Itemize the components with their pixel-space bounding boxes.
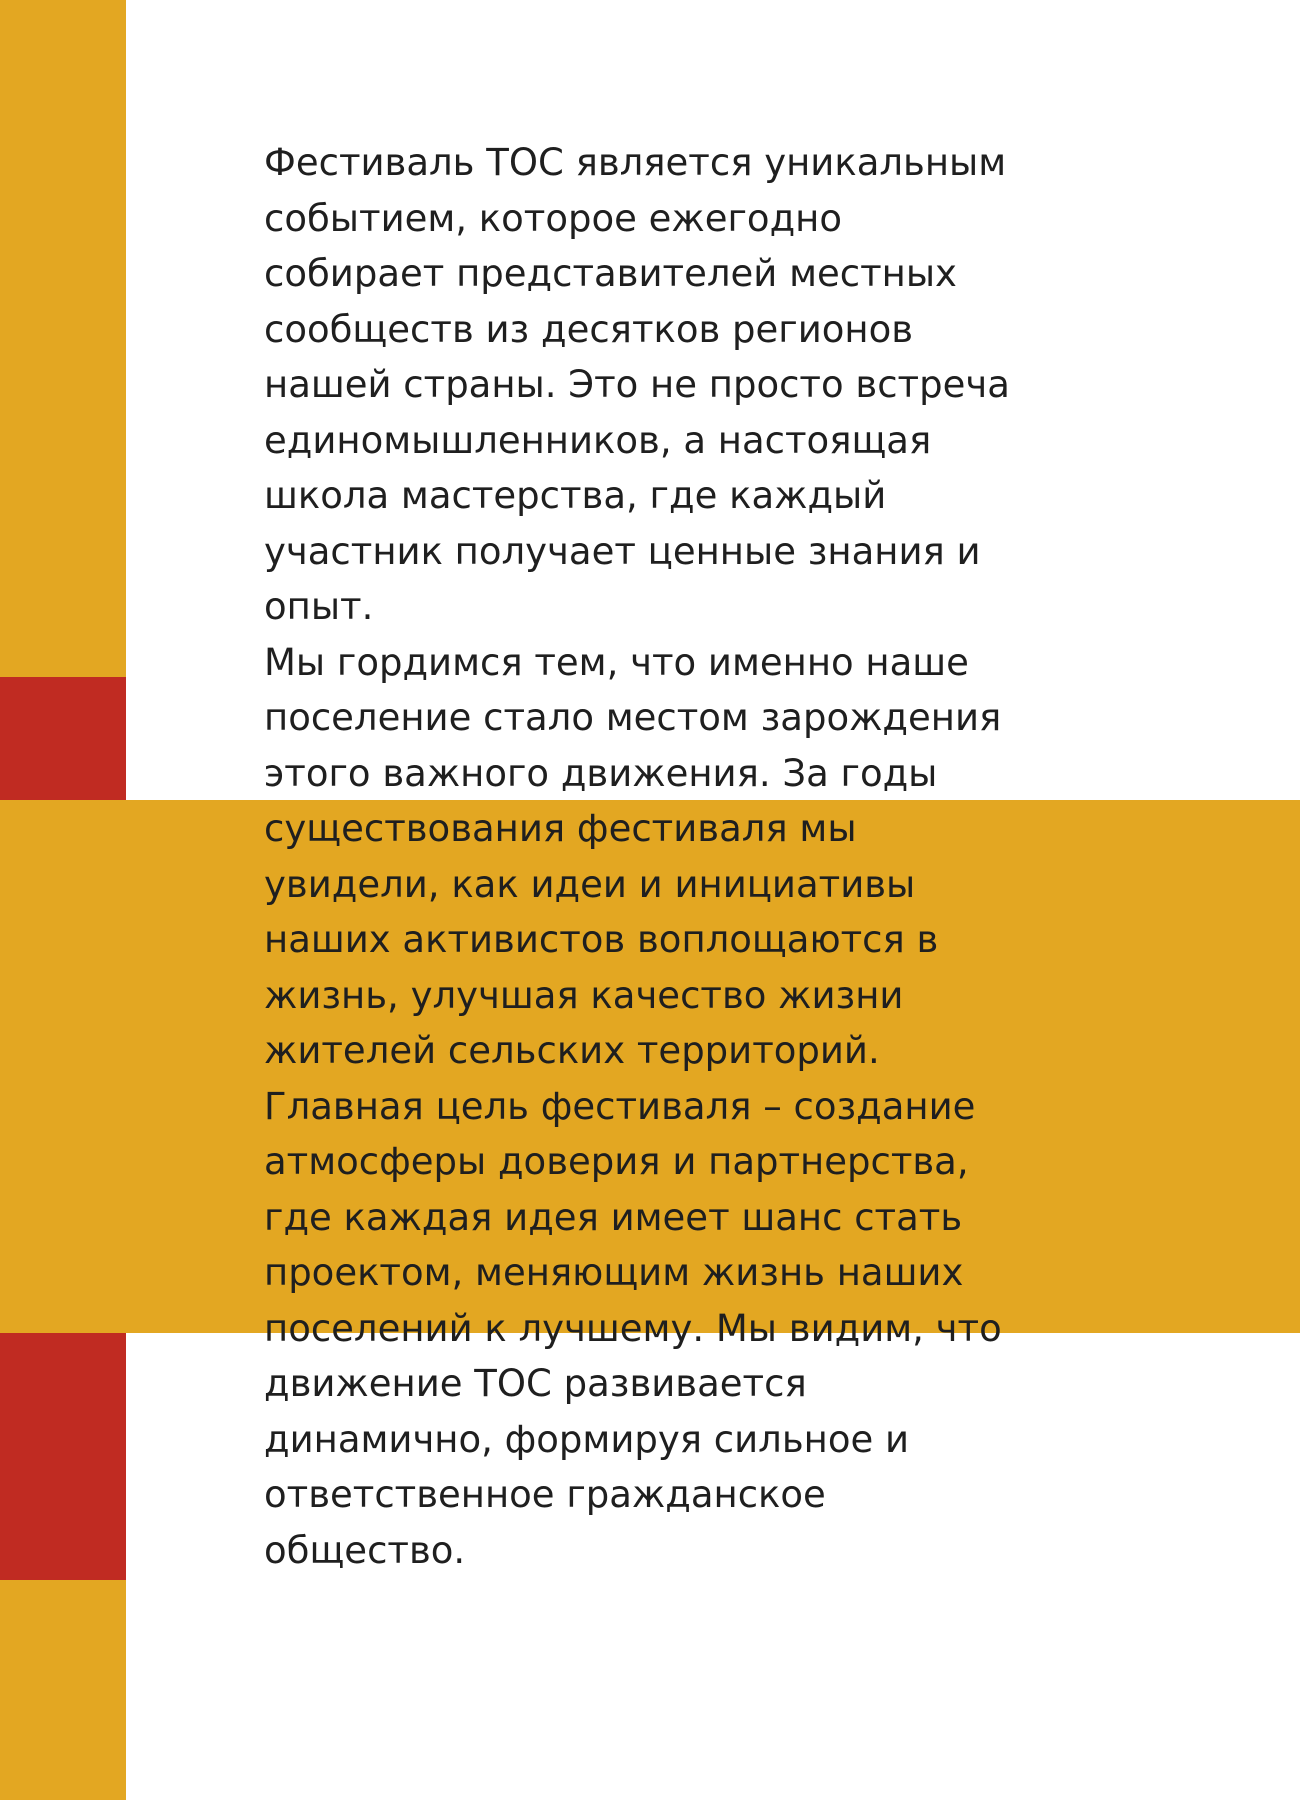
text-line: Главная цель фестиваля – создание [264, 1084, 976, 1128]
text-line: единомышленников, а настоящая [264, 418, 932, 462]
text-line: проектом, меняющим жизнь наших [264, 1251, 964, 1294]
text-line: событием, которое ежегодно [264, 196, 842, 240]
text-line: жизнь, улучшая качество жизни [264, 973, 904, 1017]
text-line: Мы гордимся тем, что именно наше [264, 640, 969, 684]
text-line: Фестиваль ТОС является уникальным [264, 141, 1007, 184]
text-line: общество. [264, 1528, 466, 1572]
text-line: школа мастерства, где каждый [264, 474, 887, 517]
text-line: поселение стало местом зарождения [264, 696, 1002, 739]
text-line: сообществ из десятков регионов [264, 307, 914, 351]
body-text [264, 135, 1024, 1578]
text-line: существования фестиваля мы [264, 807, 857, 850]
text-line: ответственное гражданское [264, 1473, 826, 1516]
text-line: поселений к лучшему. Мы видим, что [264, 1306, 1002, 1350]
text-line: атмосферы доверия и партнерства, [264, 1140, 969, 1183]
text-line: нашей страны. Это не просто встреча [264, 363, 1010, 406]
left-stripe-yellow-bottom [0, 1580, 126, 1800]
text-line: наших активистов воплощаются в [264, 918, 939, 961]
text-line: динамично, формируя сильное и [264, 1417, 910, 1461]
text-line: опыт. [264, 585, 374, 628]
text-line: увидели, как идеи и инициативы [264, 862, 916, 906]
text-line: этого важного движения. За годы [264, 751, 938, 795]
text-line: где каждая идея имеет шанс стать [264, 1195, 963, 1239]
text-line: участник получает ценные знания и [264, 529, 981, 573]
left-stripe-yellow-top [0, 0, 126, 677]
text-line: собирает представителей местных [264, 252, 957, 295]
text-line: движение ТОС развивается [264, 1362, 807, 1405]
text-line: жителей сельских территорий. [264, 1029, 880, 1072]
